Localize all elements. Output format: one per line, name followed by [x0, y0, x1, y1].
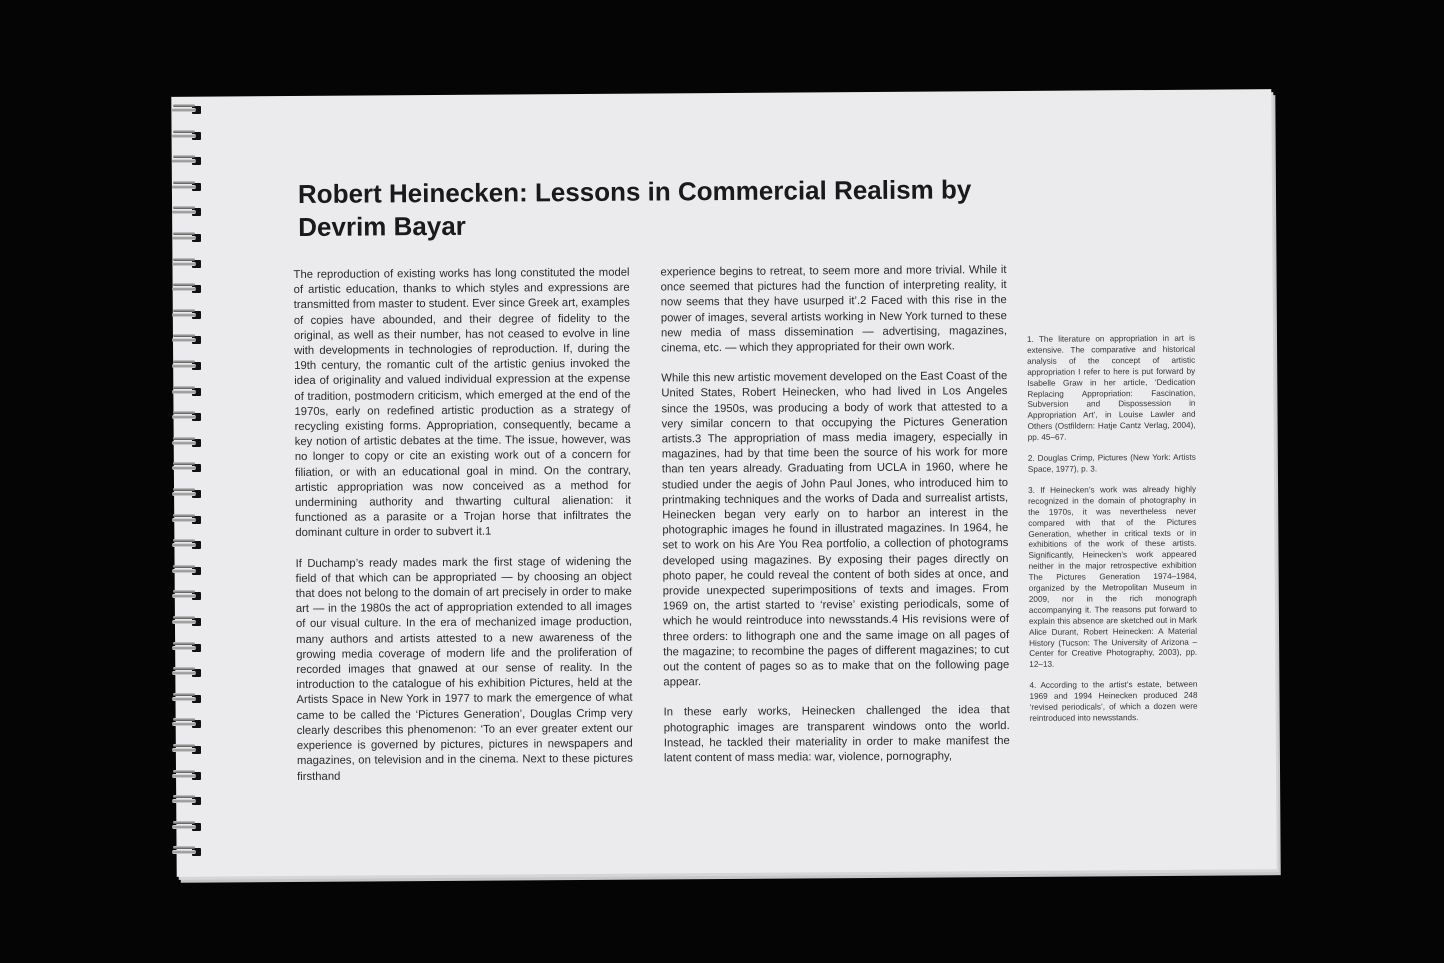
- footnote: 3. If Heinecken’s work was already highly recognized in the domain of photography in the 1970s, it was nevertheless never compared with that of the Pictures Generation, whether in critical texts or in exhibitions of the work of these artists. Significantly, Heinecken’s work appeared neither in the major retrospective exhibition The Pictures Generation 1974–1984, organized by the Metropolitan Museum in 2009, nor in the rich monograph accompanying it. The reasons put forward to explain this absence are sketched out in Mark Alice Durant, Robert Heinecken: A Material History (Tucson: The University of Arizona – Center for Creative Photography, 2003), pp. 12–13.: [1028, 484, 1198, 670]
- paragraph: While this new artistic movement developed on the East Coast of the United States, Robert Heinecken, who had lived in Los Angeles since the 1950s, was producing a body of work that attested to a very similar concern to that occupying the Pictures Generation artists.3 The appropriation of mass media imagery, especially in magazines, had by that time been the source of his work for more than ten years already. Graduating from UCLA in 1960, where he studied under the aegis of John Paul Jones, who introduced him to printmaking techniques and the works of Dada and surrealist artists, Heinecken began very early on to harbor an interest in the photographic images he found in illustrated magazines. In 1964, he set to work on his Are You Rea portfolio, a collection of photograms developed using magazines. By exposing their pages directly on photo paper, he could reveal the content of both sides at once, and provide unexpected superimpositions of texts and images. From 1969 on, the artist started to ‘revise’ existing periodicals, some of which he would reintroduce into newsstands.4 His revisions were of three orders: to lithograph one and the same image on all pages of the magazine; to recombine the pages of different magazines; to cut out the content of pages so as to make that on the following page appear.: [661, 370, 1010, 689]
- spiral-ring: [172, 820, 206, 834]
- footnote: 2. Douglas Crimp, Pictures (New York: Artists Space, 1977), p. 3.: [1027, 452, 1196, 474]
- spiral-ring: [172, 333, 206, 347]
- spiral-ring: [172, 359, 206, 373]
- spiral-ring: [172, 436, 206, 450]
- spiral-ring: [172, 103, 206, 117]
- spiral-ring: [172, 257, 206, 271]
- spiral-ring: [172, 308, 206, 322]
- spiral-ring: [172, 513, 206, 527]
- spiral-ring: [172, 231, 206, 245]
- page-title: Robert Heinecken: Lessons in Commercial Realism by Devrim Bayar: [297, 174, 972, 242]
- spiral-ring: [172, 154, 206, 168]
- spiral-ring: [172, 129, 206, 143]
- spiral-binding: [172, 103, 212, 863]
- footnotes: [1027, 334, 1198, 735]
- paragraph: The reproduction of existing works has long constituted the model of artistic education, thanks to which styles and expressions are transmitted from master to student. Ever since Greek art, examples of copies have abounded, and their degree of fidelity to the original, as well as their number, has not ceased to evolve in line with developments in technologies of reproduction. If, during the 19th century, the romantic cult of the artistic genius invoked the idea of originality and valued individual expression at the expense of tradition, postmodern criticism, which emerged at the end of the 1970s, early on redefined artistic production as a strategy of recycling existing forms. Appropriation, consequently, became a key notion of artistic debates at the time. The issue, however, was no longer to copy or cite an existing work out of a concern for filiation, or with an educational goal in mind. On the contrary, artistic appropriation was now conceived as a method for undermining authority and thwarting cultural alienation: it functioned as a parasite or a Trojan horse that infiltrates the dominant culture in order to subvert it.1: [293, 266, 632, 540]
- text-column-left: [293, 266, 633, 800]
- spiral-ring: [172, 666, 206, 680]
- spiral-ring: [172, 538, 206, 552]
- paragraph: experience begins to retreat, to seem more and more trivial. While it once seemed that pictures had the function of interpreting reality, it now seems that they have usurped it’.2 Faced with this rise in the power of images, several artists working in New York turned to these new media of mass dissemination — advertising, magazines, cinema, etc. — which they appropriated for their own work.: [660, 264, 1007, 355]
- book-page: [171, 89, 1276, 877]
- spiral-ring: [172, 205, 206, 219]
- spiral-ring: [172, 692, 206, 706]
- spiral-ring: [172, 180, 206, 194]
- spiral-ring: [172, 385, 206, 399]
- spiral-ring: [172, 564, 206, 578]
- spiral-ring: [172, 282, 206, 296]
- spiral-ring: [172, 589, 206, 603]
- spiral-ring: [172, 794, 206, 808]
- spiral-ring: [172, 461, 206, 475]
- spiral-ring: [172, 845, 206, 859]
- paragraph: If Duchamp’s ready mades mark the first stage of widening the field of that which can be appropriated — by choosing an object that does not belong to the domain of art precisely in order to make art — in the 1980s the act of appropriation extended to all images of our visual culture. In the era of mechanized image production, many authors and artists attested to a new awareness of the growing media coverage of modern life and the proliferation of recorded images that gnawed at our sense of reality. In the introduction to the catalogue of his exhibition Pictures, held at the Artists Space in New York in 1977 to mark the emergence of what came to be called the ‘Pictures Generation’, Douglas Crimp very clearly describes this phenomenon: ‘To an ever greater extent our experience is governed by pictures, pictures in newspapers and magazines, on television and in the cinema. Next to these pictures firsthand: [295, 555, 633, 783]
- spiral-ring: [172, 641, 206, 655]
- text-column-right: [660, 263, 1010, 782]
- spiral-ring: [172, 769, 206, 783]
- footnote: 1. The literature on appropriation in art is extensive. The comparative and historical analysis of the concept of artistic appropriation I refer to here is put forward by Isabelle Graw in her article, ‘Dedication Replacing Appropriation: Fascination, Subversion and Dispossession in Appropriation Art’, in Louise Lawler and Others (Ostfildern: Hatje Cantz Verlag, 2004), pp. 45–67.: [1026, 333, 1196, 443]
- spiral-ring: [172, 615, 206, 629]
- spiral-ring: [172, 410, 206, 424]
- spiral-ring: [172, 487, 206, 501]
- footnote: 4. According to the artist’s estate, between 1969 and 1994 Heinecken produced 248 ‘revised periodicals’, of which a dozen were reintroduced into newsstands.: [1029, 679, 1198, 723]
- paragraph: In these early works, Heinecken challenged the idea that photographic images are transparent windows onto the world. Instead, he tackled their materiality in order to make manifest the latent content of mass media: war, violence, pornography,: [663, 704, 1010, 765]
- spiral-ring: [172, 717, 206, 731]
- spiral-ring: [172, 743, 206, 757]
